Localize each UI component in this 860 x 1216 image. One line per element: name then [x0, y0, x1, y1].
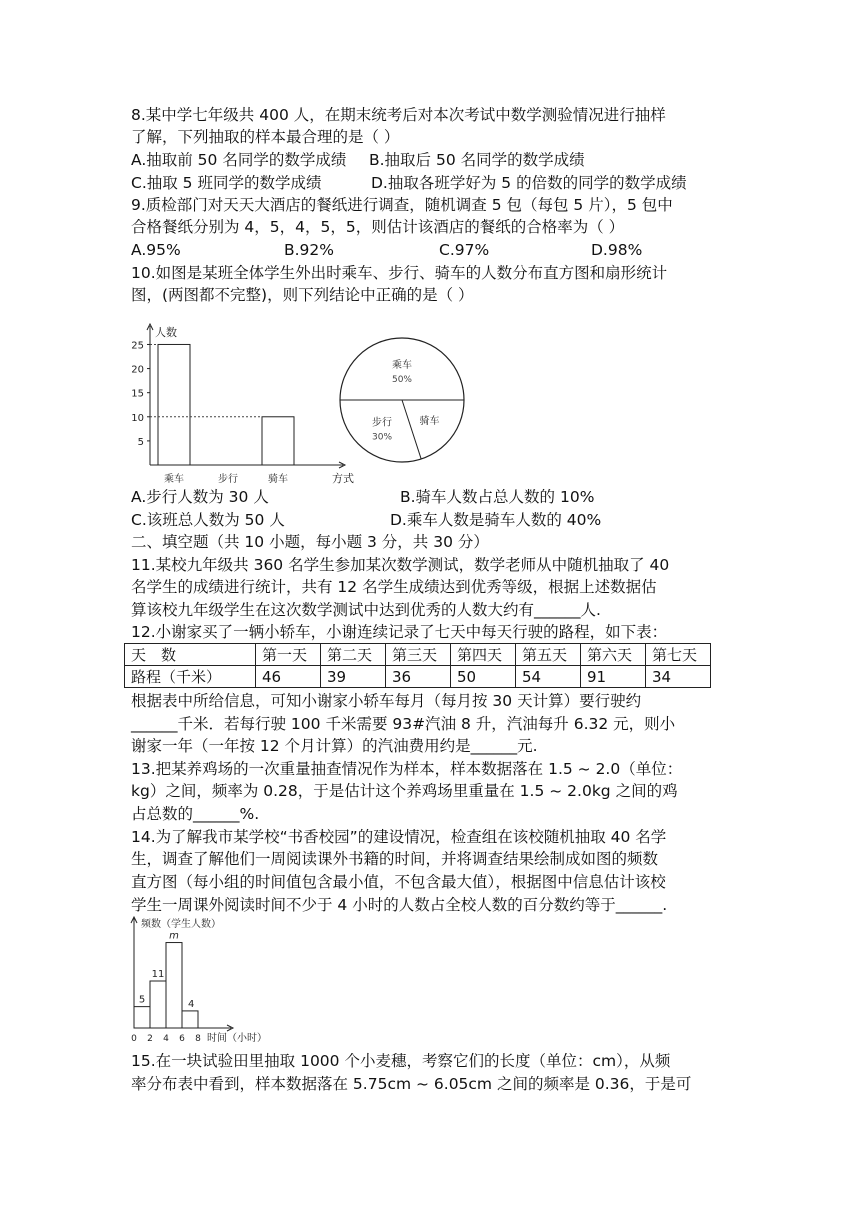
q10-bar-chart: [128, 322, 358, 487]
slice-label: 步行: [372, 417, 393, 429]
table-cell: 第七天: [646, 644, 711, 666]
table-cell: 39: [321, 666, 386, 688]
q12-line4: 谢家一年（一年按 12 个月计算）的汽油费用约是______元.: [131, 737, 538, 755]
q9-option-a: A.95%: [131, 241, 181, 259]
category-label: 骑车: [268, 474, 288, 485]
q14-line1: 14.为了解我市某学校“书香校园”的建设情况，检查组在该校随机抽取 40 名学: [131, 828, 667, 846]
table-cell: 路程（千米）: [125, 666, 256, 688]
q8-option-a: A.抽取前 50 名同学的数学成绩: [131, 151, 347, 169]
bar-value-label: 11: [151, 969, 165, 980]
q10-option-a: A.步行人数为 30 人: [131, 488, 269, 506]
q10-option-c: C.该班总人数为 50 人: [131, 511, 285, 529]
q13-line3: 占总数的______%.: [131, 805, 260, 823]
table-cell: 第四天: [451, 644, 516, 666]
table-cell: 第二天: [321, 644, 386, 666]
bar-value-label: 4: [188, 998, 195, 1010]
histogram-bar: [150, 981, 166, 1028]
q10-pie-chart: [336, 334, 468, 466]
q8-option-d: D.抽取各班学好为 5 的倍数的同学的数学成绩: [371, 174, 687, 192]
q10-option-d: D.乘车人数是骑车人数的 40%: [390, 511, 602, 529]
q14-line3: 直方图（每小组的时间值包含最小值，不包含最大值），根据图中信息估计该校: [131, 873, 666, 891]
q14-line2: 生，调查了解他们一周阅读课外书籍的时间，并将调查结果绘制成如图的频数: [131, 850, 659, 868]
q15-line1: 15.在一块试验田里抽取 1000 个小麦穗，考察它们的长度（单位：cm），从频: [131, 1052, 671, 1070]
category-label: 步行: [218, 474, 238, 485]
table-cell: 46: [256, 666, 321, 688]
slice-label: 乘车: [392, 360, 412, 371]
bar: [158, 344, 190, 465]
table-cell: 91: [581, 666, 646, 688]
table-cell: 34: [646, 666, 711, 688]
q8-option-c: C.抽取 5 班同学的数学成绩: [131, 174, 322, 192]
slice-percent-label: 30%: [372, 432, 393, 443]
bar-value-label: 5: [138, 994, 146, 1006]
y-axis-label: 人数: [155, 326, 177, 339]
y-tick-label: 15: [131, 388, 144, 400]
q9-line1: 9.质检部门对天天大酒店的餐纸进行调查，随机调查 5 包（每包 5 片），5 包中: [131, 196, 673, 214]
q14-histogram: [126, 914, 286, 1044]
table-cell: 第三天: [386, 644, 451, 666]
section2-heading: 二、填空题（共 10 小题，每小题 3 分，共 30 分）: [131, 533, 489, 551]
q9-option-b: B.92%: [284, 241, 335, 259]
q11-line3: 算该校九年级学生在这次数学测试中达到优秀的人数大约有______人.: [131, 601, 601, 619]
y-tick-label: 10: [131, 412, 144, 424]
q14-line4: 学生一周课外阅读时间不少于 4 小时的人数占全校人数的百分数约等于______.: [131, 896, 668, 914]
q11-line1: 11.某校九年级共 360 名学生参加某次数学测试，数学老师从中随机抽取了 40: [131, 556, 670, 574]
histogram-bar: [134, 1007, 150, 1028]
table-cell: 第一天: [256, 644, 321, 666]
y-tick-label: 20: [131, 364, 144, 376]
q9-option-d: D.98%: [591, 241, 643, 259]
q8-option-b: B.抽取后 50 名同学的数学成绩: [369, 151, 585, 169]
q10-option-b: B.骑车人数占总人数的 10%: [400, 488, 595, 506]
mileage-table: [124, 643, 711, 688]
slice-label: 骑车: [419, 415, 440, 427]
table-row: [125, 644, 711, 666]
x-tick-label: 4: [163, 1034, 169, 1044]
bar-value-label: m: [169, 930, 179, 942]
table-row: [125, 666, 711, 688]
y-tick-label: 25: [131, 340, 144, 352]
histogram-bar: [182, 1011, 198, 1028]
q8-line2: 了解，下列抽取的样本最合理的是（ ）: [131, 128, 400, 146]
slice-percent-label: 50%: [391, 375, 413, 385]
q12-line1: 12.小谢家买了一辆小轿车，小谢连续记录了七天中每天行驶的路程，如下表：: [131, 623, 668, 641]
table-cell: 第五天: [516, 644, 581, 666]
histogram-bar: [166, 943, 182, 1028]
bar: [262, 417, 294, 465]
table-cell: 36: [386, 666, 451, 688]
q9-line2: 合格餐纸分别为 4，5，4，5，5，则估计该酒店的餐纸的合格率为（ ）: [131, 218, 625, 236]
x-tick-label: 2: [147, 1034, 153, 1044]
q12-line2: 根据表中所给信息，可知小谢家小轿车每月（每月按 30 天计算）要行驶约: [131, 692, 642, 710]
q8-line1: 8.某中学七年级共 400 人，在期末统考后对本次考试中数学测验情况进行抽样: [131, 106, 666, 124]
table-cell: 第六天: [581, 644, 646, 666]
table-cell: 天 数: [125, 644, 256, 666]
category-label: 乘车: [164, 474, 184, 485]
q9-option-c: C.97%: [439, 241, 490, 259]
q10-line2: 图，(两图都不完整)，则下列结论中正确的是（ ）: [131, 286, 474, 304]
y-tick-label: 5: [137, 436, 144, 448]
q11-line2: 名学生的成绩进行统计，共有 12 名学生成绩达到优秀等级，根据上述数据估: [131, 578, 657, 596]
q13-line2: kg）之间，频率为 0.28，于是估计这个养鸡场里重量在 1.5 ~ 2.0kg 之间的鸡: [131, 782, 678, 800]
x-tick-label: 0: [131, 1034, 137, 1044]
x-tick-label: 6: [179, 1034, 185, 1044]
x-axis-label: 时间（小时）: [207, 1033, 267, 1044]
q10-line1: 10.如图是某班全体学生外出时乘车、步行、骑车的人数分布直方图和扇形统计: [131, 264, 668, 282]
x-axis-label: 方式: [332, 472, 354, 485]
q15-line2: 率分布表中看到，样本数据落在 5.75cm ~ 6.05cm 之间的频率是 0.36，于是可: [131, 1075, 692, 1093]
table-cell: 54: [516, 666, 581, 688]
q12-line3: ______千米．若每行驶 100 千米需要 93#汽油 8 升，汽油每升 6.32 元，则小: [131, 715, 676, 733]
x-tick-label: 8: [195, 1034, 201, 1044]
y-axis-label: 频数（学生人数）: [141, 919, 221, 930]
q13-line1: 13.把某养鸡场的一次重量抽查情况作为样本，样本数据落在 1.5 ~ 2.0（单位：: [131, 760, 683, 778]
table-cell: 50: [451, 666, 516, 688]
